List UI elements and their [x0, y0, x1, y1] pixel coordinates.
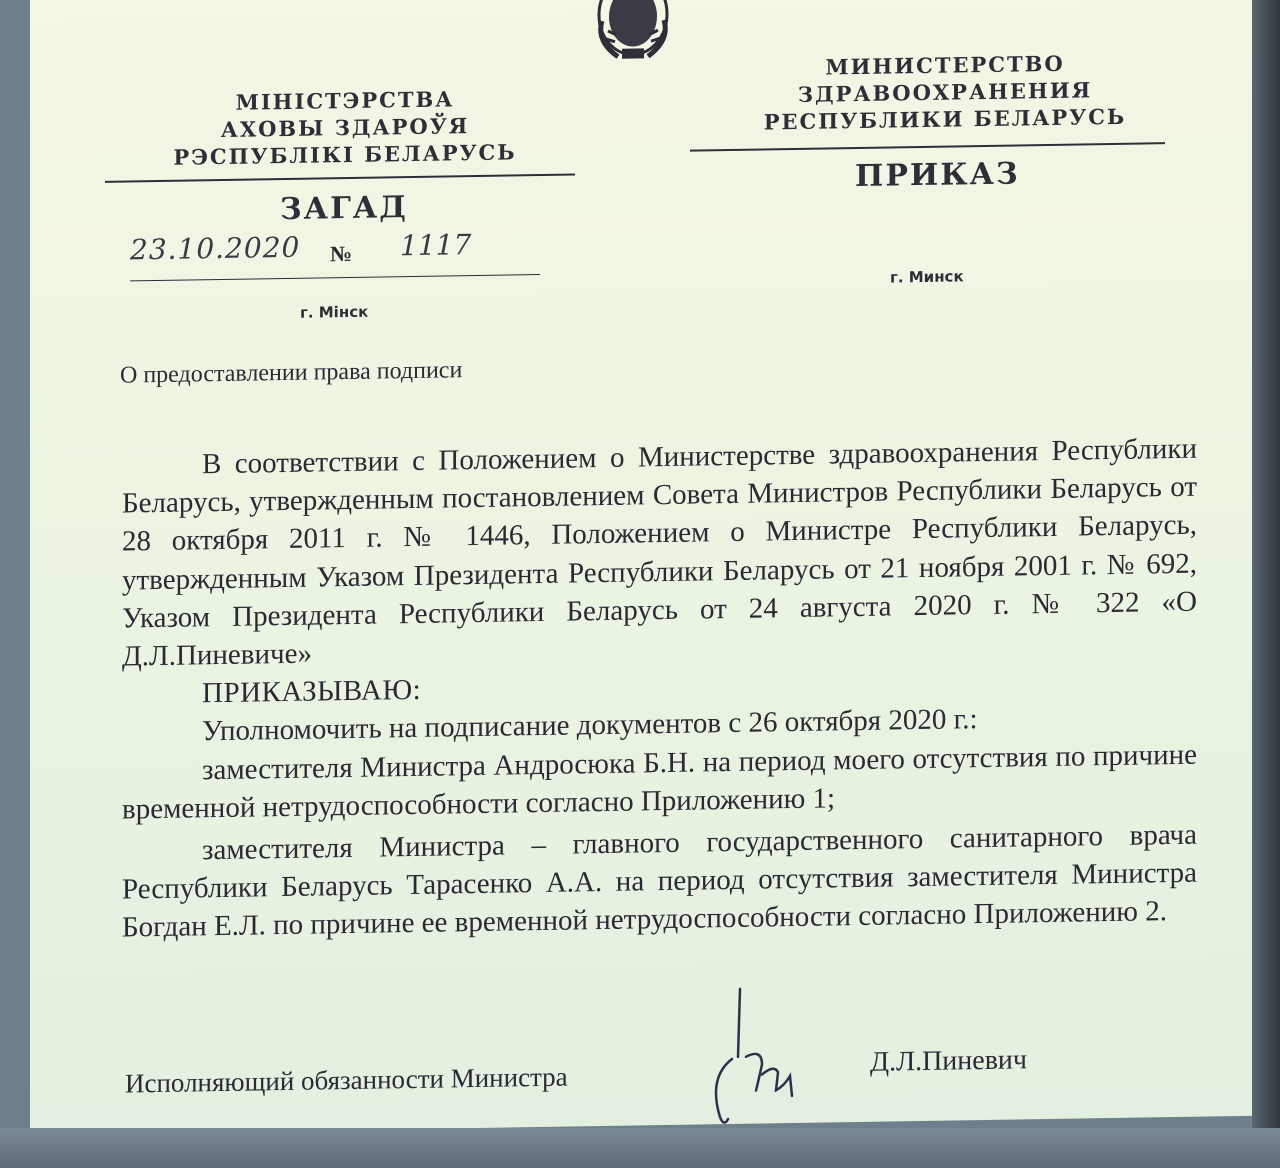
- ministry-line: РЭСПУБЛІКІ БЕЛАРУСЬ: [173, 139, 517, 170]
- doc-type-belarusian: ЗАГАД: [280, 190, 408, 228]
- monitor-bezel-bottom: [0, 1128, 1280, 1168]
- ministry-name-belarusian: [125, 84, 565, 172]
- header-divider: [105, 173, 575, 182]
- ministry-name-russian: [710, 48, 1180, 136]
- ministry-line: РЕСПУБЛИКИ БЕЛАРУСЬ: [763, 103, 1127, 135]
- document-page: [30, 0, 1256, 1135]
- authorization-item-2: заместителя Министра – главного государственного санитарного врача Республики Беларусь Тарасенко А.А. на период отсутствия заместителя Министра Богдан Е.Л. по причине ее временной нетрудоспособности согласно Приложению 2.: [122, 818, 1197, 944]
- state-emblem-icon: [578, 0, 688, 63]
- signatory-position: Исполняющий обязанности Министра: [125, 1061, 568, 1099]
- monitor-bezel: [1252, 0, 1280, 1168]
- preamble-paragraph: В соответствии с Положением о Министерстве здравоохранения Республики Беларусь, утвержденным постановлением Совета Министров Республики Беларусь от 28 октября 2011 г. № 1446, Положением о Министре Республики Беларусь, утвержденным Указом Президента Республики Беларусь от 21 ноября 2001 г. № 692, Указом Президента Республики Беларусь от 24 августа 2020 г. № 322 «О Д.Л.Пиневиче»: [122, 432, 1197, 673]
- date-number-line: [130, 274, 540, 281]
- city-russian: г. Минск: [890, 267, 964, 287]
- order-body: [122, 430, 1197, 948]
- ministry-line: МИНИСТЕРСТВО: [825, 50, 1065, 80]
- order-number: 1117: [400, 228, 472, 263]
- city-belarusian: г. Мінск: [300, 302, 369, 322]
- handwritten-signature: [680, 986, 820, 1135]
- number-sign: №: [330, 240, 353, 267]
- header-divider: [690, 142, 1165, 151]
- ministry-line: ЗДРАВООХРАНЕНИЯ: [797, 77, 1093, 107]
- order-date: 23.10.2020: [130, 230, 301, 267]
- ministry-line: МІНІСТЭРСТВА: [235, 86, 455, 115]
- doc-type-russian: ПРИКАЗ: [855, 156, 1020, 195]
- authorize-paragraph: Уполномочить на подписание документов с 26 октября 2020 г.:: [202, 703, 978, 748]
- signatory-name: Д.Л.Пиневич: [870, 1044, 1027, 1078]
- ministry-line: АХОВЫ ЗДАРОЎЯ: [220, 113, 470, 143]
- authorization-item-1: заместителя Министра Андросюка Б.Н. на период моего отсутствия по причине временной нетрудоспособности согласно Приложению 1;: [122, 738, 1197, 826]
- command-line: ПРИКАЗЫВАЮ:: [202, 674, 422, 710]
- order-subject: О предоставлении права подписи: [120, 357, 463, 389]
